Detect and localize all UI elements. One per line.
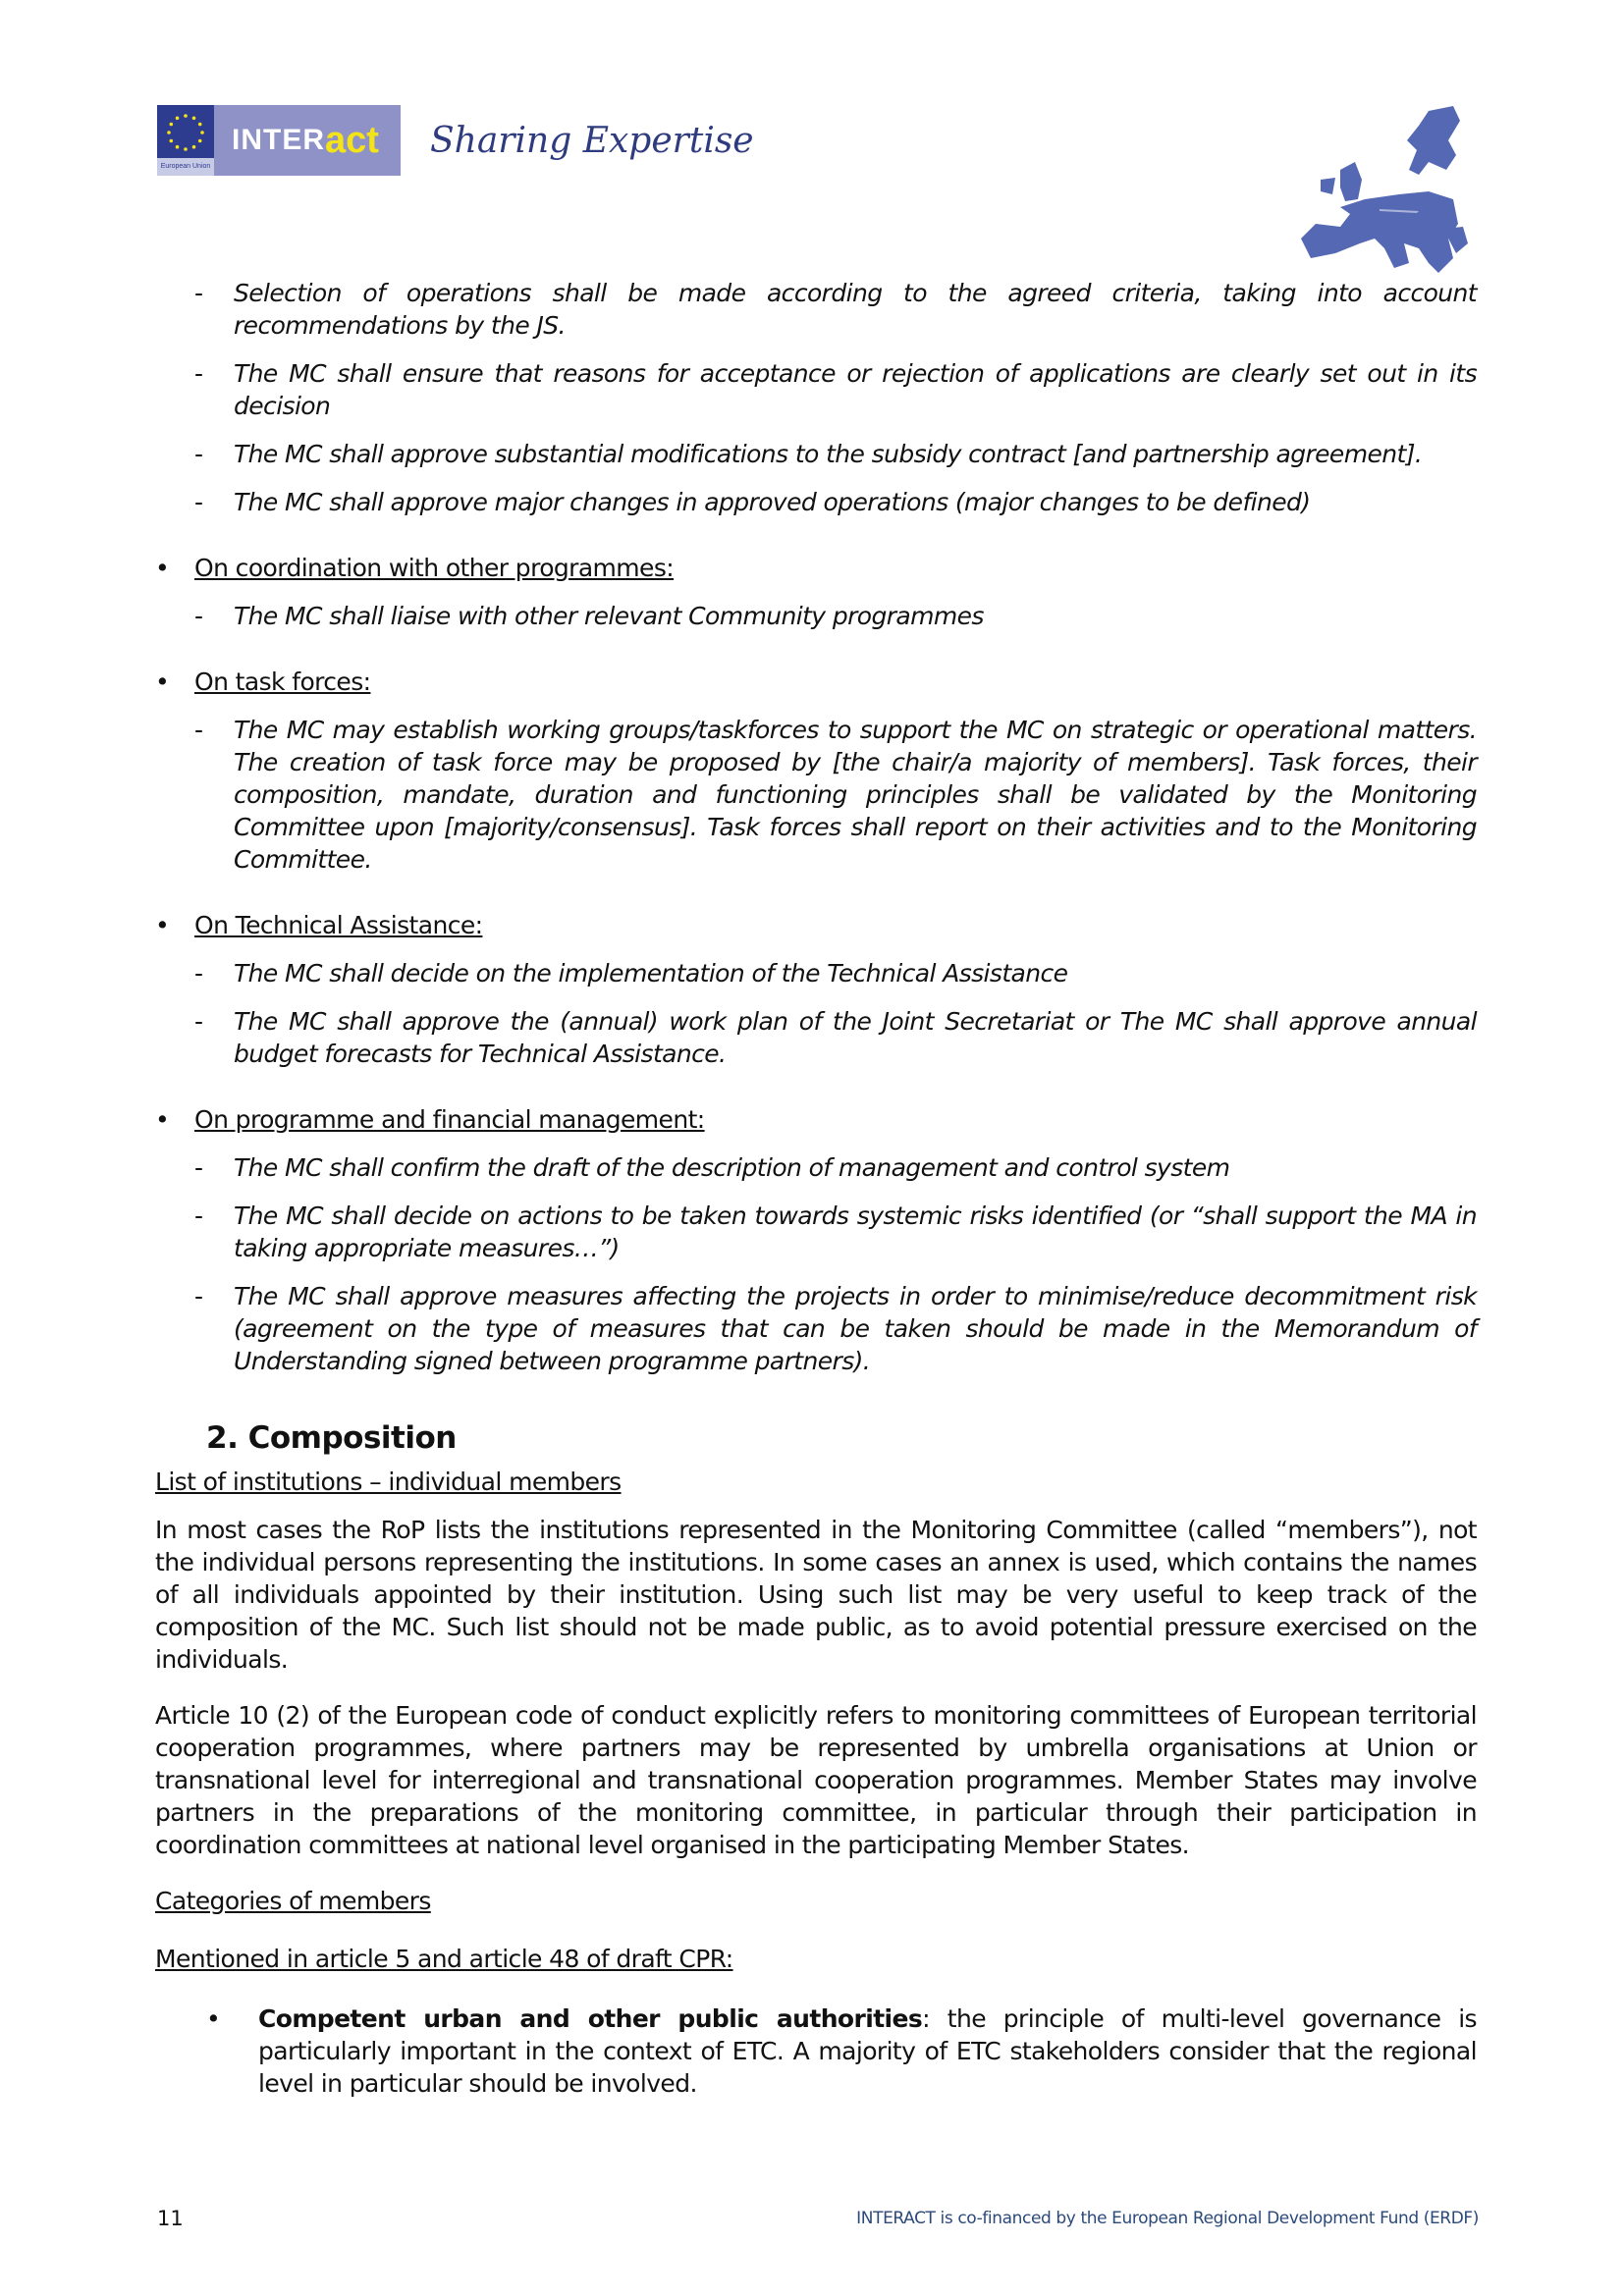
dash-marker: - (194, 1153, 203, 1182)
eu-label: European Union (157, 158, 214, 176)
subheading-mentioned-cpr: Mentioned in article 5 and article 48 of draft CPR: (155, 1945, 733, 1973)
section-heading-financial-management: • On programme and financial management: (155, 1105, 705, 1134)
list-item: - The MC shall approve major changes in approved operations (major changes to be defined) (194, 488, 1311, 516)
list-item: - Selection of operations shall be made according to the agreed criteria, taking into account recommendations by the JS. (194, 279, 1477, 340)
subheading-categories: Categories of members (155, 1887, 431, 1915)
dash-marker: - (194, 1201, 203, 1230)
eu-flag-icon (157, 105, 214, 176)
list-item: - The MC shall ensure that reasons for acceptance or rejection of applications are clearly set out in its decision (194, 359, 1477, 420)
document-body (155, 277, 1477, 2100)
page-number: 11 (157, 2207, 184, 2230)
dash-marker: - (194, 279, 203, 307)
dash-marker: - (194, 959, 203, 988)
interact-wordmark (214, 105, 401, 176)
paragraph-article-10: Article 10 (2) of the European code of conduct explicitly refers to monitoring committees of European territorial cooperation programmes, where partners may be represented by umbrella organisations at Union or transnational level for interregional and transnational cooperation programmes. Member States may involve partners in the preparations of the monitoring committee, in particular through their participation in coordination committees at national level organised in the participating Member States. (155, 1701, 1477, 1859)
item-text: : the principle of multi-level governance is particularly important in the context of ETC. A majority of ETC stakeholders consider that the regional level in particular should be involved. (258, 2004, 1477, 2098)
section-heading-coordination: • On coordination with other programmes: (155, 554, 675, 582)
section-heading-technical-assistance: • On Technical Assistance: (155, 911, 483, 939)
section-heading-task-forces: • On task forces: (155, 667, 371, 696)
subheading-list-of-institutions: List of institutions – individual members (155, 1468, 622, 1496)
logo-act: act (325, 119, 379, 161)
list-item: - The MC shall decide on the implementation of the Technical Assistance (194, 959, 1068, 988)
list-item: - The MC shall approve measures affecting the projects in order to minimise/reduce decommitment risk (agreement on the type of measures that can be taken should be made in the Memorandum of Understanding signed between programme partners). (194, 1282, 1477, 1375)
list-item: - The MC shall confirm the draft of the description of management and control system (194, 1153, 1230, 1182)
list-item: - The MC shall approve the (annual) work plan of the Joint Secretariat or The MC shall approve annual budget forecasts for Technical Assistance. (194, 1007, 1477, 1068)
footer-note: INTERACT is co-financed by the European Regional Development Fund (ERDF) (856, 2209, 1479, 2228)
list-item: - The MC shall liaise with other relevant Community programmes (194, 602, 984, 630)
document-header (157, 105, 754, 176)
europe-map-icon (1281, 101, 1478, 283)
tagline: Sharing Expertise (430, 120, 754, 161)
logo-inter: INTER (232, 124, 325, 156)
dash-marker: - (194, 440, 203, 468)
bullet-icon: • (155, 1105, 170, 1134)
list-item: - The MC shall approve substantial modifications to the subsidy contract [and partnership agreement]. (194, 440, 1423, 468)
bullet-icon: • (155, 911, 170, 939)
interact-logo (157, 105, 401, 176)
section-title-composition: 2. Composition (206, 1420, 457, 1456)
bullet-icon: • (206, 2004, 221, 2033)
dash-marker: - (194, 716, 203, 744)
dash-marker: - (194, 1282, 203, 1310)
paragraph-institutions: In most cases the RoP lists the institutions represented in the Monitoring Committee (called “members”), not the individual persons representing the institutions. In some cases an annex is used, which contains the names of all individuals appointed by their institution. Using such list may be very useful to keep track of the composition of the MC. Such list should not be made public, as to avoid potential pressure exercised on the individuals. (155, 1516, 1477, 1674)
list-item: - The MC shall decide on actions to be taken towards systemic risks identified (or “shall support the MA in taking appropriate measures…”) (194, 1201, 1477, 1262)
list-item-competent-authorities (155, 2002, 1477, 2100)
dash-marker: - (194, 488, 203, 516)
dash-marker: - (194, 1007, 203, 1036)
dash-marker: - (194, 359, 203, 388)
list-item: - The MC may establish working groups/taskforces to support the MC on strategic or operational matters. The creation of task force may be proposed by [the chair/a majority of members]. Task forces, their composition, mandate, duration and functioning principles shall be validated by the Monitoring Committee upon [majority/consensus]. Task forces shall report on their activities and to the Monitoring Committee. (194, 716, 1477, 874)
bullet-icon: • (155, 667, 170, 696)
item-title: Competent urban and other public authorities (258, 2004, 923, 2033)
eu-stars-icon (164, 111, 207, 154)
bullet-icon: • (155, 554, 170, 582)
dash-marker: - (194, 602, 203, 630)
